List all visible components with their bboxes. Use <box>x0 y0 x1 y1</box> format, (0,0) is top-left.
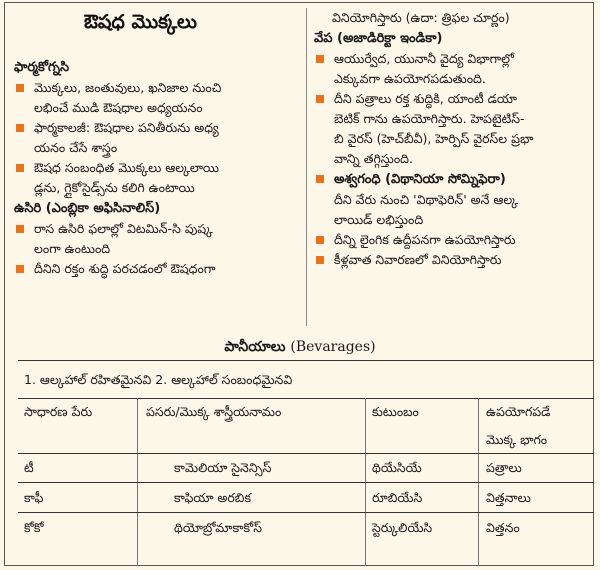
cell-name: కాఫీ <box>24 490 44 505</box>
right-column <box>314 8 596 270</box>
list-item-cont: బెటిక్ గాను ఉపయోగిస్తారు. హెపటైటిస్- <box>334 111 525 126</box>
column-divider <box>306 8 307 326</box>
list-item: మొక్కలు, జంతువులు, ఖనిజాల నుంచి <box>14 78 302 98</box>
cell-name: టీ <box>24 460 34 475</box>
list-item-cont: బి వైరస్ (హెచ్‌బీవీ), హెర్పిస్ వైరస్‌ల ప్రభా <box>334 131 534 146</box>
col-header: సాధారణ పేరు <box>24 404 93 419</box>
usiri-heading: ఉసిరి (ఎంబ్లికా అఫిసినాలిస్) <box>14 201 161 216</box>
ashwagandha-heading-row <box>314 169 596 190</box>
bullet-icon <box>316 95 324 103</box>
vepa-heading: వేప (అజాడిరిక్టా ఇండికా) <box>314 31 443 46</box>
bullet-icon <box>316 236 324 244</box>
bullet-icon <box>316 256 324 264</box>
cell-sci: థియోబ్రోమాకాకోస్ <box>174 520 262 535</box>
cell-family: స్టెర్కులియేసి <box>372 520 433 535</box>
divider <box>18 360 594 361</box>
list-item-cont: డ్లను, గ్లైకోసైడ్స్‌ను కలిగి ఉంటాయి <box>34 180 195 195</box>
cell-sci: కాఫియా అరబిక <box>174 490 251 505</box>
list-item: దీని పత్రాలు రక్త శుద్ధికి, యాంటీ డయా <box>314 89 596 109</box>
row-rule <box>18 482 594 483</box>
col-header: మొక్క భాగం <box>486 432 548 447</box>
bullet-icon <box>316 175 324 183</box>
col-header: కుటుంబం <box>372 404 419 419</box>
col-header: ఉపయోగపడే <box>486 404 551 419</box>
cell-part: విత్తనాలు <box>486 490 531 505</box>
bullet-icon <box>16 124 24 132</box>
list-item: ఫార్మకాలజీ: ఔషధాల పనితీరును అధ్య <box>14 118 302 138</box>
table-header-rule <box>18 453 594 454</box>
list-item: దీన్ని లైంగిక ఉద్దీపనగా ఉపయోగిస్తారు <box>314 230 596 250</box>
list-item: దీనిని రక్తం శుద్ధి పరచడంలో ఔషధంగా <box>14 259 302 279</box>
cell-family: రూబియేసి <box>372 490 423 505</box>
cell-family: థియేసియే <box>372 460 422 475</box>
page-title: ఔషధ మొక్కలు <box>84 11 197 33</box>
row-rule <box>18 512 594 513</box>
cell-part: విత్తనం <box>486 520 520 535</box>
list-item-cont: వాన్ని తగ్గిస్తుంది. <box>334 151 413 166</box>
list-item-cont: లభించే ముడి ఔషధాల అధ్యయనం <box>34 100 203 115</box>
ashwagandha-heading: అశ్వగంధి (విథానియా సోమ్నిఫెరా) <box>334 172 506 187</box>
list-item-cont: లంగా ఉంటుంది <box>34 241 111 256</box>
list-item: రాస ఉసిరి ఫలాల్లో విటమిన్-సి పుష్క <box>14 219 302 239</box>
col-header: పసరు/మొక్క శాస్త్రీయనామం <box>146 404 282 419</box>
intro-text: దీని వేరు నుంచి 'విథాఫెరిన్' అనే ఆల్క <box>334 192 519 207</box>
list-item: ఔషధ సంబంధిత మొక్కలు ఆల్కలాయి <box>14 158 302 178</box>
beverages-list-line: 1. ఆల్కహాల్ రహితమైనవి 2. ఆల్కహాల్ సంబంధమైనవి <box>24 372 293 387</box>
bullet-icon <box>16 265 24 273</box>
bullet-icon <box>16 164 24 172</box>
cell-part: పత్రాలు <box>486 460 522 475</box>
bullet-icon <box>316 55 324 63</box>
pharmacognosy-heading: ఫార్మకోగ్నసి <box>14 60 70 75</box>
list-item: ఆయుర్వేద, యునానీ వైద్య విభాగాల్లో <box>314 49 596 69</box>
intro-text: లాయిడ్ లభిస్తుంది <box>334 212 424 227</box>
cell-name: కోకో <box>24 520 44 535</box>
bullet-icon <box>16 84 24 92</box>
continued-text: వినియోగిస్తారు (ఉదా: త్రిఫల చూర్ణం) <box>332 10 510 25</box>
bullet-icon <box>16 225 24 233</box>
table-top-rule <box>18 398 594 399</box>
beverages-title: పానీయాలు (Bevarages) <box>224 339 376 355</box>
list-item-cont: యనం చేసే శాస్త్రం <box>34 140 118 155</box>
list-item: కీళ్లవాత నివారణలో వినియోగిస్తారు <box>314 250 596 270</box>
left-column <box>14 57 302 279</box>
list-item-cont: ఎక్కువగా ఉపయోగపడుతుంది. <box>334 71 486 86</box>
cell-sci: కామెలియా సైనెన్సిస్ <box>174 460 272 475</box>
